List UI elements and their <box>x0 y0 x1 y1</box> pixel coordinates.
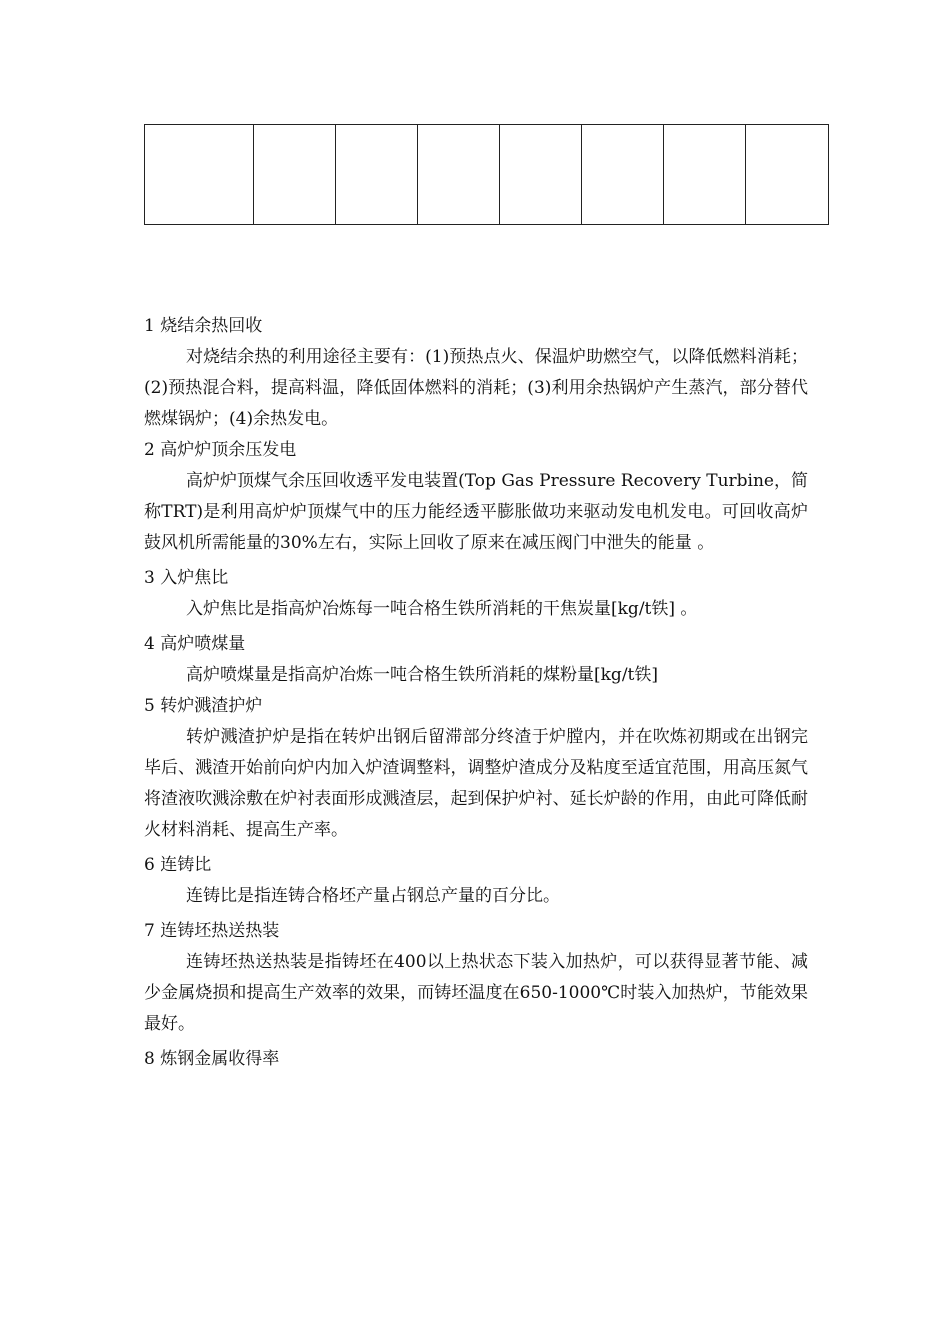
section-heading: 1 烧结余热回收 <box>144 316 263 336</box>
section-paragraph: 高炉炉顶煤气余压回收透平发电装置(Top Gas Pressure Recovery Turbine，简称TRT)是利用高炉炉顶煤气中的压力能经透平膨胀做功来驱动发电机发电。可回收高炉鼓风机所需能量的30%左右，实际上回收了原来在减压阀门中泄失的能量 。 <box>144 471 808 553</box>
table-cell <box>582 125 664 225</box>
section-heading: 2 高炉炉顶余压发电 <box>144 440 297 460</box>
section-paragraph: 入炉焦比是指高炉冶炼每一吨合格生铁所消耗的干焦炭量[kg/t铁] 。 <box>186 599 698 619</box>
section-heading: 6 连铸比 <box>144 855 212 875</box>
table-cell <box>254 125 336 225</box>
table-cell <box>418 125 500 225</box>
table-cell <box>746 125 829 225</box>
section-paragraph: 连铸坯热送热装是指铸坯在400以上热状态下装入加热炉，可以获得显著节能、减少金属烧损和提高生产效率的效果，而铸坯温度在650-1000℃时装入加热炉，节能效果最好。 <box>144 952 808 1034</box>
table-cell <box>500 125 582 225</box>
section-heading: 7 连铸坯热送热装 <box>144 921 280 941</box>
empty-table <box>144 124 829 225</box>
section-paragraph: 连铸比是指连铸合格坯产量占钢总产量的百分比。 <box>186 886 560 906</box>
section-heading: 4 高炉喷煤量 <box>144 634 246 654</box>
section-paragraph: 高炉喷煤量是指高炉冶炼一吨合格生铁所消耗的煤粉量[kg/t铁] <box>186 665 659 685</box>
document-body <box>144 311 808 1075</box>
section-paragraph: 对烧结余热的利用途径主要有：(1)预热点火、保温炉助燃空气，以降低燃料消耗；(2)预热混合料，提高料温，降低固体燃料的消耗；(3)利用余热锅炉产生蒸汽，部分替代燃煤锅炉；(4)余热发电。 <box>144 347 808 429</box>
table-row <box>145 125 829 225</box>
section-paragraph: 转炉溅渣护炉是指在转炉出钢后留滞部分终渣于炉膛内，并在吹炼初期或在出钢完毕后、溅渣开始前向炉内加入炉渣调整料，调整炉渣成分及粘度至适宜范围，用高压氮气将渣液吹溅涂敷在炉衬表面形成溅渣层，起到保护炉衬、延长炉龄的作用，由此可降低耐火材料消耗、提高生产率。 <box>144 727 808 840</box>
table-cell <box>664 125 746 225</box>
table-cell <box>336 125 418 225</box>
section-heading: 3 入炉焦比 <box>144 568 229 588</box>
table-cell <box>145 125 254 225</box>
section-heading: 8 炼钢金属收得率 <box>144 1049 280 1069</box>
section-heading: 5 转炉溅渣护炉 <box>144 696 263 716</box>
